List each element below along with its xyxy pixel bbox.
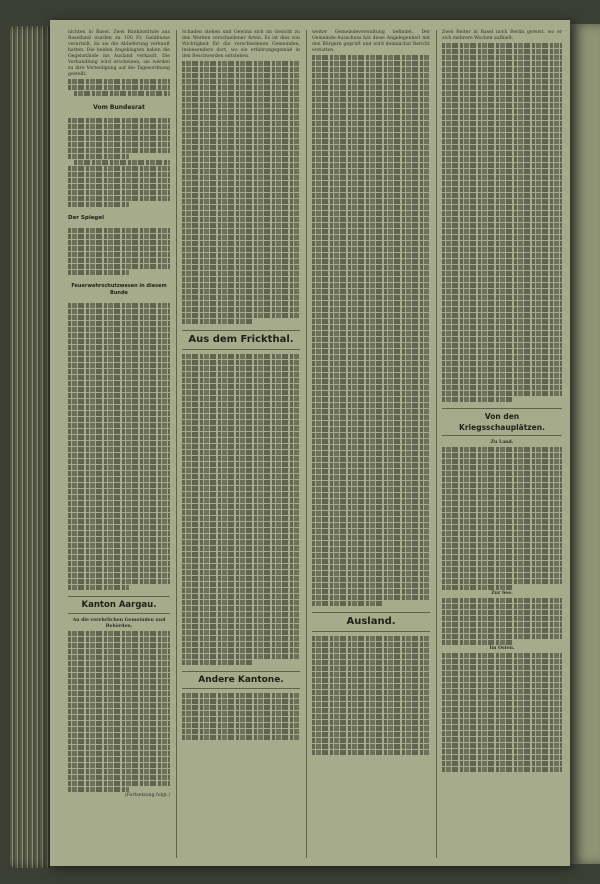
column-1-intro: nichten in Basel. Zwei Bankinstitute aus Baselland wurden zu 100 Fr. Geldbusse verurteilt, da sie die Ablieferung verkauft hatten. Die beiden Angeklagten haben die Gegenstände ins Ausland verkauft. Die Verhandlung wird erscheinen, sie werden zu ihre Verteidigung auf die Tagesordnung gestellt. <box>68 30 172 78</box>
column-4-heading-kriegsschauplaetze: Von den Kriegsschauplätzen. <box>442 408 562 436</box>
book-binding-edge <box>10 26 52 868</box>
column-2-intro: Schaden stehen und Gewinn sich im Gesicht zu den Werken verschiedener Arten. Es ist dies von Wichtigkeit für die verschiedenen Gemeinden, insbesondere dort, wo sie erfahrungsgemäß in den Beschwerden entstehen. <box>182 30 302 60</box>
column-4-subheading-land: Zu Land. <box>490 440 514 446</box>
column-3 <box>312 30 430 858</box>
column-1 <box>68 30 170 858</box>
column-1-heading-aargau: Kanton Aargau. <box>68 596 170 614</box>
column-3-intro: weiter Gemeindeverwaltung befindet. Der Gemeinde-Ausschuss hat diese Angelegenheit mit den Bürgern geprüft und wird demnächst Bericht erstatten. <box>312 30 432 54</box>
column-4-subheading-see: Zur See. <box>491 591 513 597</box>
column-3-heading-ausland: Ausland. <box>312 612 430 632</box>
column-divider-2 <box>306 30 307 858</box>
column-divider-1 <box>176 30 177 858</box>
column-2-heading-frickthal: Aus dem Frickthal. <box>182 330 300 350</box>
column-1-heading-bundesrat: Vom Bundesrat <box>93 104 145 112</box>
column-1-heading-spiegel: Der Spiegel <box>68 215 104 222</box>
column-2-heading-andere-kantone: Andere Kantone. <box>182 671 300 689</box>
adjacent-page-edge <box>570 24 600 864</box>
column-1-subheading: An die verehrlichen Gemeinden und Behörden. <box>72 618 166 630</box>
column-4 <box>442 30 562 858</box>
column-divider-3 <box>436 30 437 858</box>
column-1-footer: (Fortsetzung folgt.) <box>124 793 170 799</box>
newspaper-page <box>50 20 570 866</box>
column-1-heading-feuerwehr: Feuerwehrschutzwesen in diesem Bunde <box>71 283 167 297</box>
column-2 <box>182 30 300 858</box>
column-4-subheading-osten: Im Osten. <box>489 646 515 652</box>
column-4-intro: Zwei Reiter in Basel noch Berlin gereist, wo er sich mehrere Wochen aufhielt. <box>442 30 564 42</box>
